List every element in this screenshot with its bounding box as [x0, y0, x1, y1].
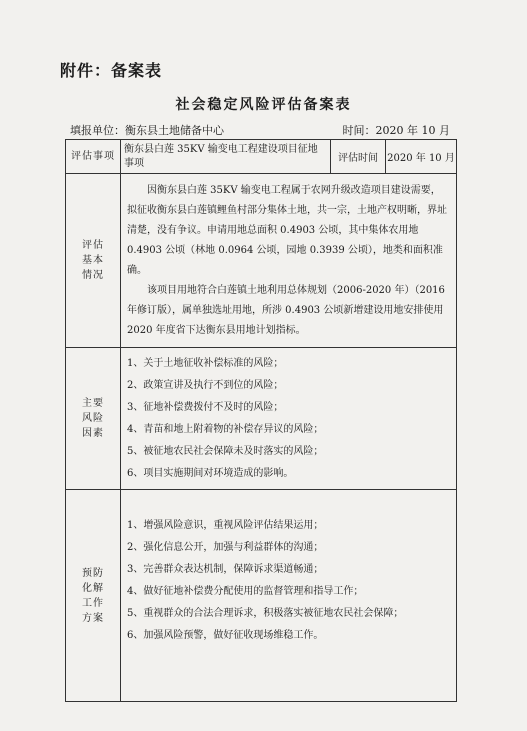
label-line: 化解: [82, 582, 104, 594]
list-item: 3、完善群众表达机制，保障诉求渠道畅通；: [127, 563, 324, 575]
row-main-risks: [66, 348, 457, 490]
list-item: 6、项目实施期间对环境造成的影响。: [127, 467, 294, 479]
list-item: 4、做好征地补偿费分配使用的监督管理和指导工作；: [127, 585, 364, 597]
list-item: 4、青苗和地上附着物的补偿存异议的风险；: [127, 423, 324, 435]
list-item: 1、增强风险意识，重视风险评估结果运用；: [127, 519, 324, 531]
list-item: 5、重视群众的合法合理诉求，积极落实被征地农民社会保障；: [127, 607, 404, 619]
label-prevention-plan: [66, 490, 121, 702]
label-line: 主要: [82, 398, 104, 409]
label-line: 预防: [82, 567, 104, 579]
basic-situation-content: [121, 174, 457, 348]
label-line: 工作: [82, 597, 104, 609]
label-assessment-time: 评估时间: [331, 140, 386, 174]
list-item: 3、征地补偿费拨付不及时的风险；: [127, 401, 284, 413]
label-line: 基本: [82, 255, 104, 266]
row-assessment-item: [66, 140, 457, 174]
label-main-risks: [66, 348, 121, 490]
list-item: 2、强化信息公开，加强与利益群体的沟通；: [127, 541, 324, 553]
list-item: 5、被征地农民社会保障未及时落实的风险；: [127, 445, 324, 457]
list-item: 2、政策宣讲及执行不到位的风险；: [127, 379, 284, 391]
paragraph: 因衡东县白莲 35KV 输变电工程属于农网升级改造项目建设需要，拟征收衡东县白莲镇鲤鱼村部分集体土地，共一宗，土地产权明晰，界址清楚，没有争议。申请用地总面积 0.4903 公顷，其中集体农用地 0.4903 公顷（林地 0.0964 公顷，园地 0.3939 公顷），地类和面积准确。: [127, 184, 447, 276]
label-line: 风险: [82, 413, 104, 424]
paragraph: 该项目用地符合白莲镇土地利用总体规划（2006-2020 年）（2016 年修订版），属单独选址用地，所涉 0.4903 公顷新增建设用地安排使用 2020 年度省下达衡东县用地计划指标。: [127, 284, 445, 336]
value-assessment-time: 2020 年 10 月: [386, 140, 457, 174]
header-line: [70, 122, 450, 138]
label-assessment-item: 评估事项: [66, 140, 121, 174]
report-time: 时间：2020 年 10 月: [342, 124, 450, 137]
label-line: 评估: [82, 240, 104, 251]
label-basic-situation: [66, 174, 121, 348]
value-assessment-item: 衡东县白莲 35KV 输变电工程建设项目征地事项: [121, 140, 331, 174]
list-item: 6、加强风险预警，做好征收现场维稳工作。: [127, 629, 324, 641]
label-line: 情况: [82, 270, 104, 281]
risk-list: [121, 348, 457, 490]
reporting-unit: 填报单位：衡东县土地储备中心: [70, 124, 224, 137]
row-prevention-plan: [66, 490, 457, 702]
list-item: 1、关于土地征收补偿标准的风险；: [127, 357, 284, 369]
prevention-list: [121, 490, 457, 702]
record-table: [65, 139, 457, 702]
label-line: 因素: [82, 428, 104, 439]
form-title: 社会稳定风险评估备案表: [175, 97, 352, 113]
row-basic-situation: [66, 174, 457, 348]
label-line: 方案: [82, 612, 104, 624]
attachment-heading: 附件：备案表: [60, 61, 163, 80]
